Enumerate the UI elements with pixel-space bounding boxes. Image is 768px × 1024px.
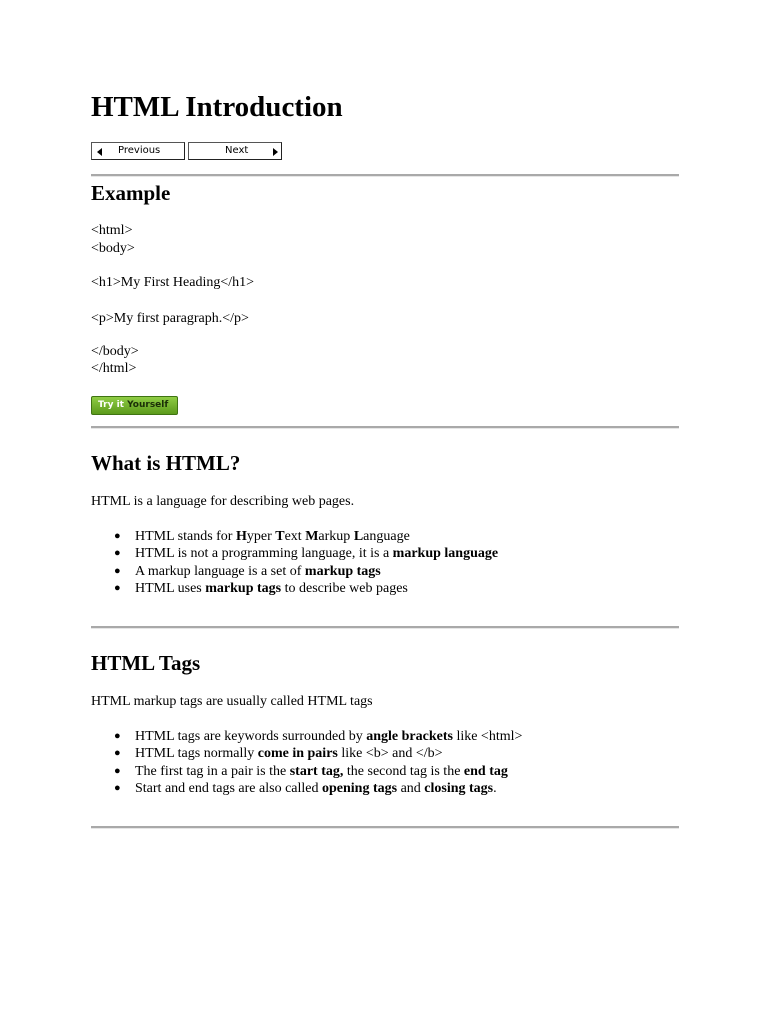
try-it-label: Try it — [98, 400, 128, 410]
list-text: A markup language is a set of — [135, 563, 305, 579]
html-tags-list — [91, 728, 522, 798]
bullet-icon: ● — [114, 764, 121, 777]
arrow-left-icon — [97, 148, 102, 156]
bullet-icon: ● — [114, 730, 121, 742]
divider — [91, 174, 679, 177]
list-item — [91, 763, 522, 780]
list-text: the second tag is the — [343, 763, 464, 779]
code-line: <html> — [91, 223, 133, 238]
list-text: HTML tags normally — [135, 746, 258, 762]
bold-text: start tag, — [289, 763, 344, 779]
code-line: <p>My first paragraph.</p> — [91, 311, 249, 326]
example-heading: Example — [91, 181, 171, 205]
next-button[interactable] — [188, 142, 282, 160]
bullet-icon: ● — [114, 747, 121, 760]
list-text: like <b> and </b> — [337, 746, 443, 762]
html-tags-heading: HTML Tags — [91, 651, 201, 675]
list-text: HTML uses — [135, 581, 206, 597]
list-text: to describe web pages — [281, 581, 408, 597]
previous-button[interactable] — [91, 142, 185, 160]
bullet-icon: ● — [114, 530, 121, 542]
list-text: . — [493, 781, 497, 797]
bold-text: end tag — [463, 763, 508, 779]
yourself-label: Yourself — [127, 400, 169, 410]
bold-text: markup language — [392, 546, 499, 562]
bold-text: M — [305, 529, 319, 544]
bullet-icon: ● — [114, 782, 121, 795]
list-text: Start and end tags are also called — [135, 781, 322, 797]
what-is-html-list — [91, 528, 498, 598]
list-text: ext — [284, 529, 306, 544]
list-item — [91, 780, 522, 797]
bold-text: L — [353, 529, 364, 544]
bold-text: markup tags — [304, 563, 381, 579]
page-title: HTML Introduction — [91, 91, 343, 123]
divider — [91, 826, 679, 829]
bullet-icon: ● — [114, 564, 121, 577]
list-text: like <html> — [452, 729, 523, 744]
what-is-html-intro: HTML is a language for describing web pages. — [91, 494, 355, 509]
list-text: arkup — [318, 529, 354, 544]
try-it-yourself-button[interactable] — [91, 396, 178, 415]
list-text: HTML stands for — [135, 529, 236, 544]
list-item — [91, 580, 498, 597]
list-item — [91, 528, 498, 545]
code-line: <body> — [91, 241, 135, 256]
list-text: yper — [246, 529, 276, 544]
what-is-html-heading: What is HTML? — [91, 451, 241, 475]
html-tags-intro: HTML markup tags are usually called HTML tags — [91, 694, 373, 709]
next-label: Next — [225, 145, 249, 156]
bullet-icon: ● — [114, 582, 121, 595]
list-text: anguage — [363, 529, 410, 544]
list-text: HTML tags are keywords surrounded by — [135, 729, 367, 744]
bold-text: markup tags — [205, 581, 282, 597]
list-text: The first tag in a pair is the — [135, 763, 290, 779]
bold-text: angle brackets — [366, 729, 453, 744]
divider — [91, 426, 679, 429]
bold-text: come in pairs — [257, 746, 338, 762]
list-item — [91, 745, 522, 762]
bold-text: opening tags — [321, 781, 398, 797]
code-line: </html> — [91, 361, 137, 376]
code-line: <h1>My First Heading</h1> — [91, 275, 255, 290]
divider — [91, 626, 679, 629]
list-item — [91, 728, 522, 745]
pager — [91, 142, 283, 162]
arrow-right-icon — [273, 148, 278, 156]
list-item — [91, 545, 498, 562]
list-text: and — [397, 781, 425, 797]
list-text: HTML is not a programming language, it is a — [135, 546, 393, 562]
bullet-icon: ● — [114, 547, 121, 560]
bold-text: H — [235, 529, 247, 544]
bold-text: T — [275, 529, 285, 544]
code-line: </body> — [91, 344, 139, 359]
list-item — [91, 563, 498, 580]
previous-label: Previous — [118, 145, 161, 156]
bold-text: closing tags — [424, 781, 494, 797]
